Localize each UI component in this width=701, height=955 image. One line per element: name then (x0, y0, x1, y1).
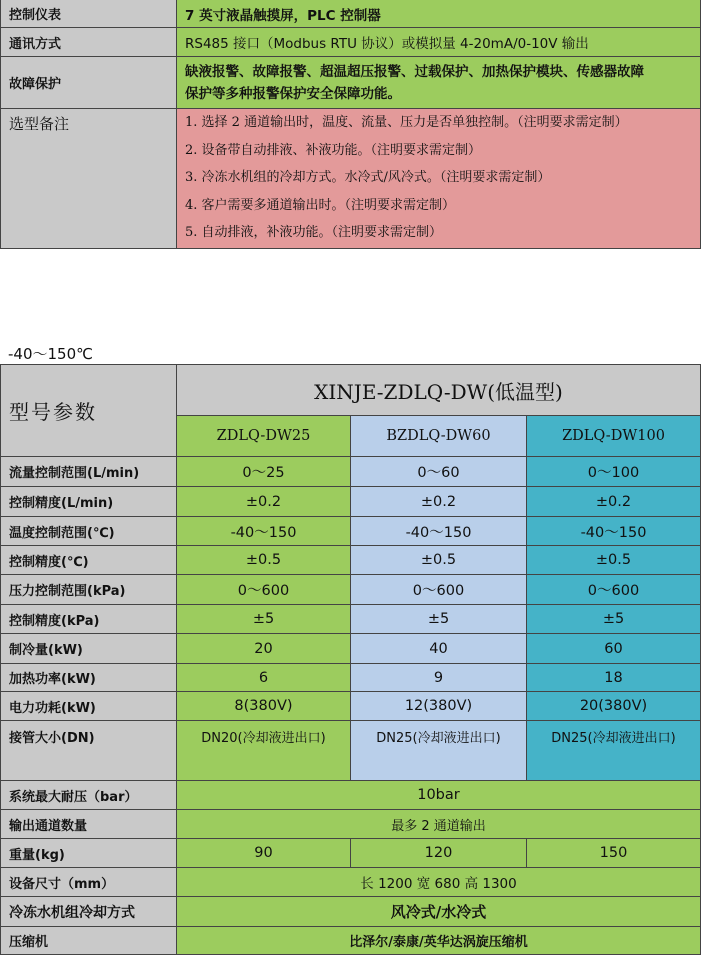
row-label-control-instrument: 控制仪表 (1, 0, 177, 28)
note-line: 4. 客户需要多通道输出时。（注明要求需定制） (185, 197, 456, 213)
row-label: 接管大小(DN) (1, 721, 177, 781)
cell-value: 150 (527, 839, 701, 868)
table-row (1, 487, 701, 517)
cell-value: 18 (527, 664, 701, 692)
table-row (1, 868, 701, 897)
row-label-communication: 通讯方式 (1, 28, 177, 57)
fault-line-2: 保护等多种报警保护安全保障功能。 (185, 85, 401, 102)
row-label: 控制精度(L/min) (1, 487, 177, 517)
cell-value: -40～150 (527, 517, 701, 546)
model-series-title: XINJE-ZDLQ-DW(低温型) (177, 365, 701, 416)
table-row (1, 109, 701, 249)
table-row (1, 365, 701, 416)
cell-value: DN25(冷却液进出口) (527, 721, 701, 781)
spec-table-model (0, 364, 701, 955)
row-label: 压力控制范围(kPa) (1, 575, 177, 605)
table-row (1, 517, 701, 546)
note-line: 1. 选择 2 通道输出时，温度、流量、压力是否单独控制。（注明要求需定制） (185, 115, 628, 130)
cell-value: ±0.5 (527, 546, 701, 575)
cell-value: 60 (527, 634, 701, 664)
row-label: 电力功耗(kW) (1, 692, 177, 721)
cell-value: 8(380V) (177, 692, 351, 721)
row-label: 制冷量(kW) (1, 634, 177, 664)
cell-value: 9 (351, 664, 527, 692)
temperature-range-caption: -40～150℃ (8, 345, 93, 363)
spec-table-top (0, 0, 701, 249)
cell-value: ±5 (527, 605, 701, 634)
table-row (1, 810, 701, 839)
cell-merged-value: 长 1200 宽 680 高 1300 (177, 868, 701, 897)
cell-value: 6 (177, 664, 351, 692)
table-row (1, 692, 701, 721)
cell-value: ±5 (351, 605, 527, 634)
cell-value: 0～100 (527, 457, 701, 487)
note-line: 5. 自动排液，补液功能。（注明要求需定制） (185, 225, 443, 240)
cell-value: ±0.5 (177, 546, 351, 575)
row-label: 输出通道数量 (1, 810, 177, 839)
table-row (1, 839, 701, 868)
cell-value: 90 (177, 839, 351, 868)
table-row (1, 0, 701, 28)
cell-merged-value: 10bar (177, 781, 701, 810)
row-label: 设备尺寸（mm） (1, 868, 177, 897)
table-row (1, 897, 701, 927)
table-row (1, 721, 701, 781)
cell-value: 0～600 (177, 575, 351, 605)
table-row (1, 28, 701, 57)
table-row (1, 57, 701, 109)
cell-value: ±0.2 (527, 487, 701, 517)
table-row (1, 634, 701, 664)
model-name-dw100: ZDLQ-DW100 (527, 416, 701, 457)
row-label: 冷冻水机组冷却方式 (1, 897, 177, 927)
cell-value: 0～600 (527, 575, 701, 605)
note-line: 2. 设备带自动排液、补液功能。（注明要求需定制） (185, 142, 482, 158)
row-label: 控制精度(℃) (1, 546, 177, 575)
cell-value: 120 (351, 839, 527, 868)
table-row (1, 457, 701, 487)
row-label: 系统最大耐压（bar） (1, 781, 177, 810)
table-row (1, 781, 701, 810)
cell-value: 0～25 (177, 457, 351, 487)
row-label: 重量(kg) (1, 839, 177, 868)
row-label: 温度控制范围(℃) (1, 517, 177, 546)
cell-value: 20 (177, 634, 351, 664)
cell-value: DN20(冷却液进出口) (177, 721, 351, 781)
table-row (1, 664, 701, 692)
note-line: 3. 冷冻水机组的冷却方式。水冷式/风冷式。（注明要求需定制） (185, 170, 551, 185)
cell-value: 40 (351, 634, 527, 664)
cell-value: 0～60 (351, 457, 527, 487)
cell-merged-value: 风冷式/水冷式 (177, 897, 701, 927)
row-value-control-instrument: 7 英寸液晶触摸屏，PLC 控制器 (177, 0, 701, 28)
cell-value: -40～150 (177, 517, 351, 546)
table-row (1, 575, 701, 605)
row-label-selection-notes: 选型备注 (1, 109, 177, 249)
cell-value: 12(380V) (351, 692, 527, 721)
table-row (1, 927, 701, 955)
cell-value: ±0.5 (351, 546, 527, 575)
table-row (1, 605, 701, 634)
row-value-selection-notes (177, 109, 701, 249)
cell-value: ±5 (177, 605, 351, 634)
row-label: 压缩机 (1, 927, 177, 955)
row-label-fault-protection: 故障保护 (1, 57, 177, 109)
param-header: 型号参数 (1, 365, 177, 457)
cell-value: DN25(冷却液进出口) (351, 721, 527, 781)
model-name-dw60: BZDLQ-DW60 (351, 416, 527, 457)
cell-value: 0～600 (351, 575, 527, 605)
cell-value: ±0.2 (351, 487, 527, 517)
model-name-dw25: ZDLQ-DW25 (177, 416, 351, 457)
row-label: 控制精度(kPa) (1, 605, 177, 634)
row-value-fault-protection (177, 57, 701, 109)
cell-value: -40～150 (351, 517, 527, 546)
fault-line-1: 缺液报警、故障报警、超温超压报警、过载保护、加热保护模块、传感器故障 (185, 63, 644, 80)
cell-value: 20(380V) (527, 692, 701, 721)
cell-value: ±0.2 (177, 487, 351, 517)
row-value-communication: RS485 接口（Modbus RTU 协议）或模拟量 4-20mA/0-10V 输出 (177, 28, 701, 57)
row-label: 流量控制范围(L/min) (1, 457, 177, 487)
cell-merged-value: 比泽尔/泰康/英华达涡旋压缩机 (177, 927, 701, 955)
row-label: 加热功率(kW) (1, 664, 177, 692)
cell-merged-value: 最多 2 通道输出 (177, 810, 701, 839)
table-row (1, 546, 701, 575)
